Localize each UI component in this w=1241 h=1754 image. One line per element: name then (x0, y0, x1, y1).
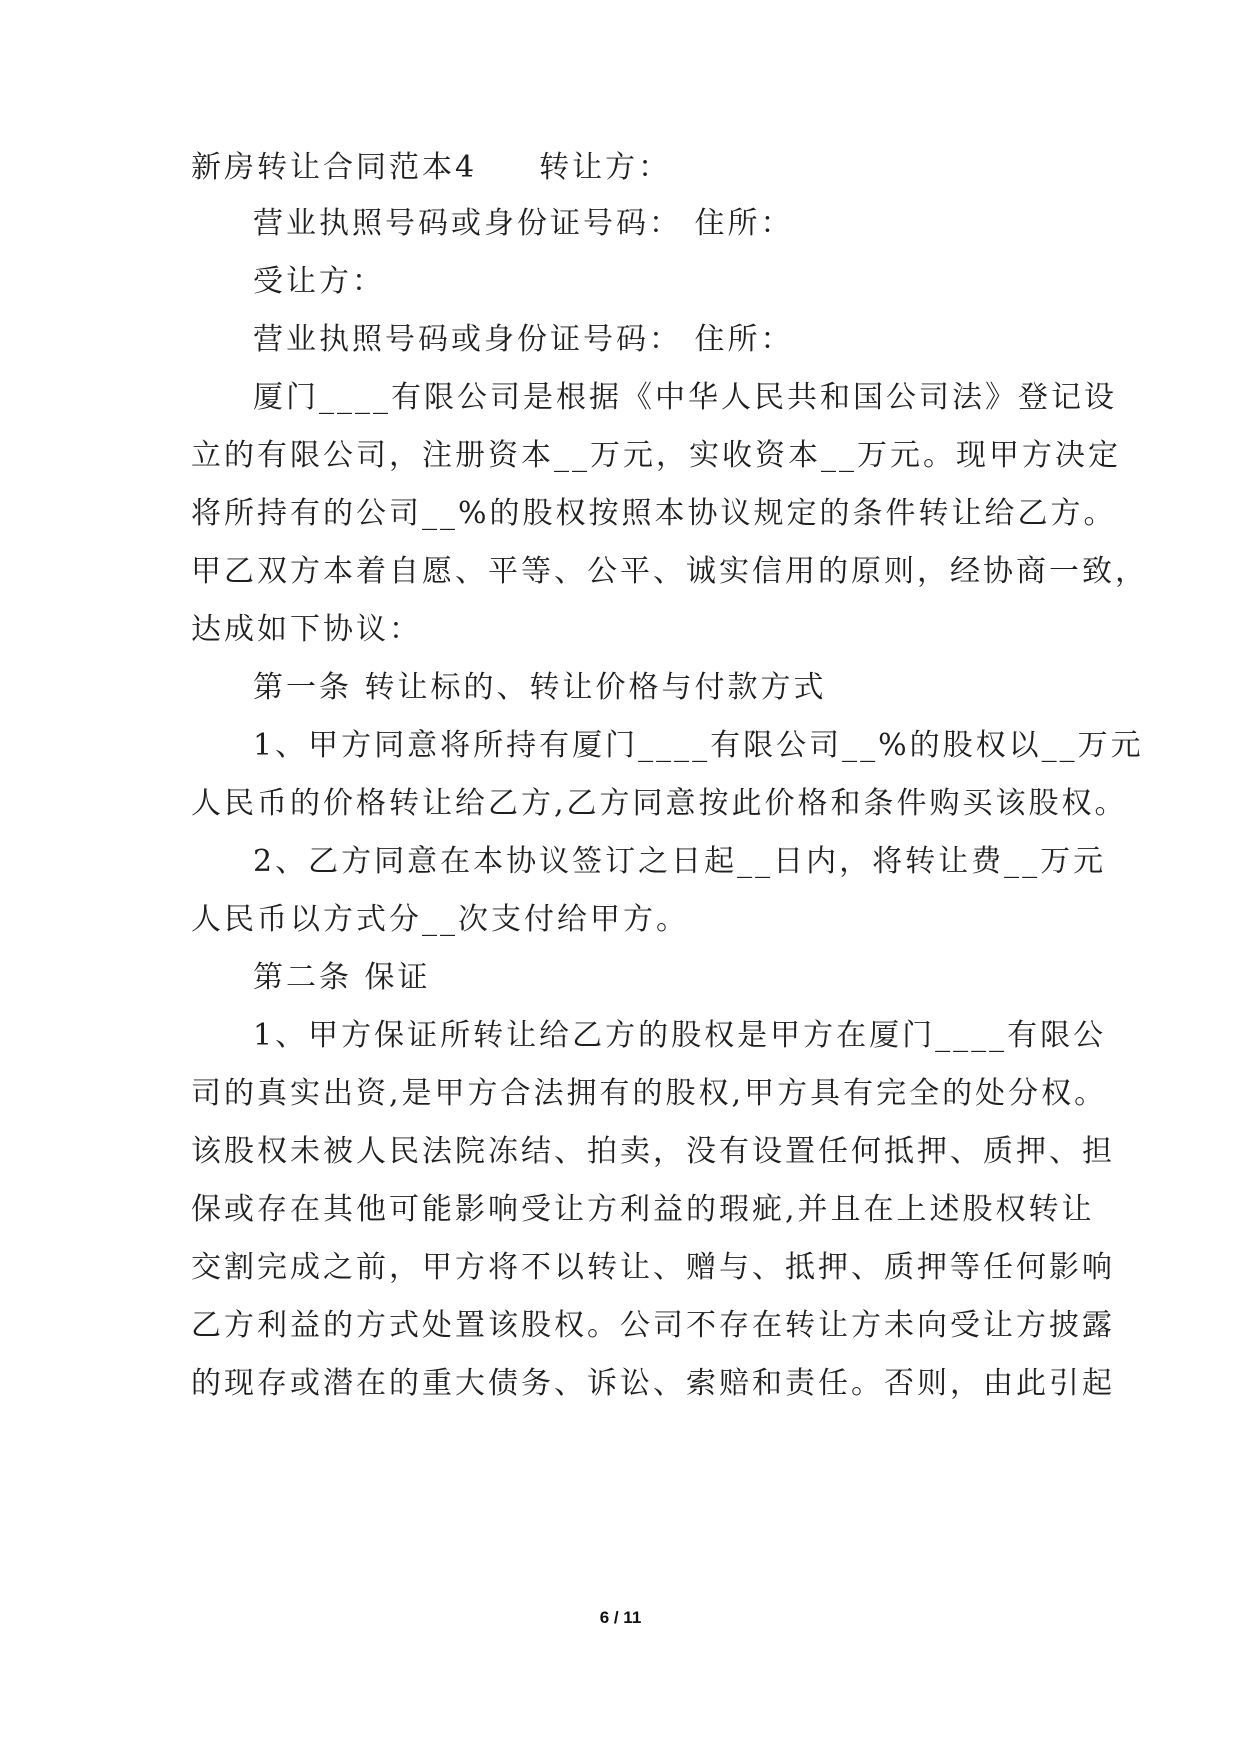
paragraph-line: 人民币的价格转让给乙方,乙方同意按此价格和条件购买该股权。 (191, 786, 1128, 821)
paragraph-line: 的现存或潜在的重大债务、诉讼、索赔和责任。否则，由此引起 (191, 1366, 1115, 1401)
paragraph-line: 人民币以方式分__次支付给甲方。 (191, 902, 689, 937)
paragraph-line: 营业执照号码或身份证号码： 住所： (253, 322, 794, 357)
title-line (191, 148, 1071, 188)
paragraph-line: 乙方利益的方式处置该股权。公司不存在转让方未向受让方披露 (191, 1308, 1115, 1343)
paragraph-line: 将所持有的公司__%的股权按照本协议规定的条件转让给乙方。 (191, 496, 1117, 531)
paragraph-line: 甲乙双方本着自愿、平等、公平、诚实信用的原则，经协商一致， (191, 554, 1148, 589)
section-heading: 第二条 保证 (253, 960, 431, 995)
paragraph-line: 2、乙方同意在本协议签订之日起__日内，将转让费__万元 (253, 844, 1107, 879)
paragraph-line: 1、甲方保证所转让给乙方的股权是甲方在厦门____有限公 (253, 1018, 1107, 1053)
section-heading: 第一条 转让标的、转让价格与付款方式 (253, 670, 827, 705)
document-title: 新房转让合同范本4 (191, 150, 478, 185)
transferor-label: 转让方： (539, 150, 672, 185)
paragraph-line: 达成如下协议： (191, 612, 422, 647)
paragraph-line: 保或存在其他可能影响受让方利益的瑕疵,并且在上述股权转让 (191, 1192, 1095, 1227)
paragraph-line: 厦门____有限公司是根据《中华人民共和国公司法》登记设 (253, 380, 1117, 415)
paragraph-line: 该股权未被人民法院冻结、拍卖，没有设置任何抵押、质押、担 (191, 1134, 1115, 1169)
paragraph-line: 交割完成之前，甲方将不以转让、赠与、抵押、质押等任何影响 (191, 1250, 1115, 1285)
page-number: 6 / 11 (599, 1608, 642, 1627)
paragraph-line: 营业执照号码或身份证号码： 住所： (253, 206, 794, 241)
paragraph-line: 立的有限公司，注册资本__万元，实收资本__万元。现甲方决定 (191, 438, 1121, 473)
paragraph-line: 1、甲方同意将所持有厦门____有限公司__%的股权以__万元 (253, 728, 1144, 763)
paragraph-line: 司的真实出资,是甲方合法拥有的股权,甲方具有完全的处分权。 (191, 1076, 1108, 1111)
paragraph-line: 受让方： (253, 264, 385, 299)
